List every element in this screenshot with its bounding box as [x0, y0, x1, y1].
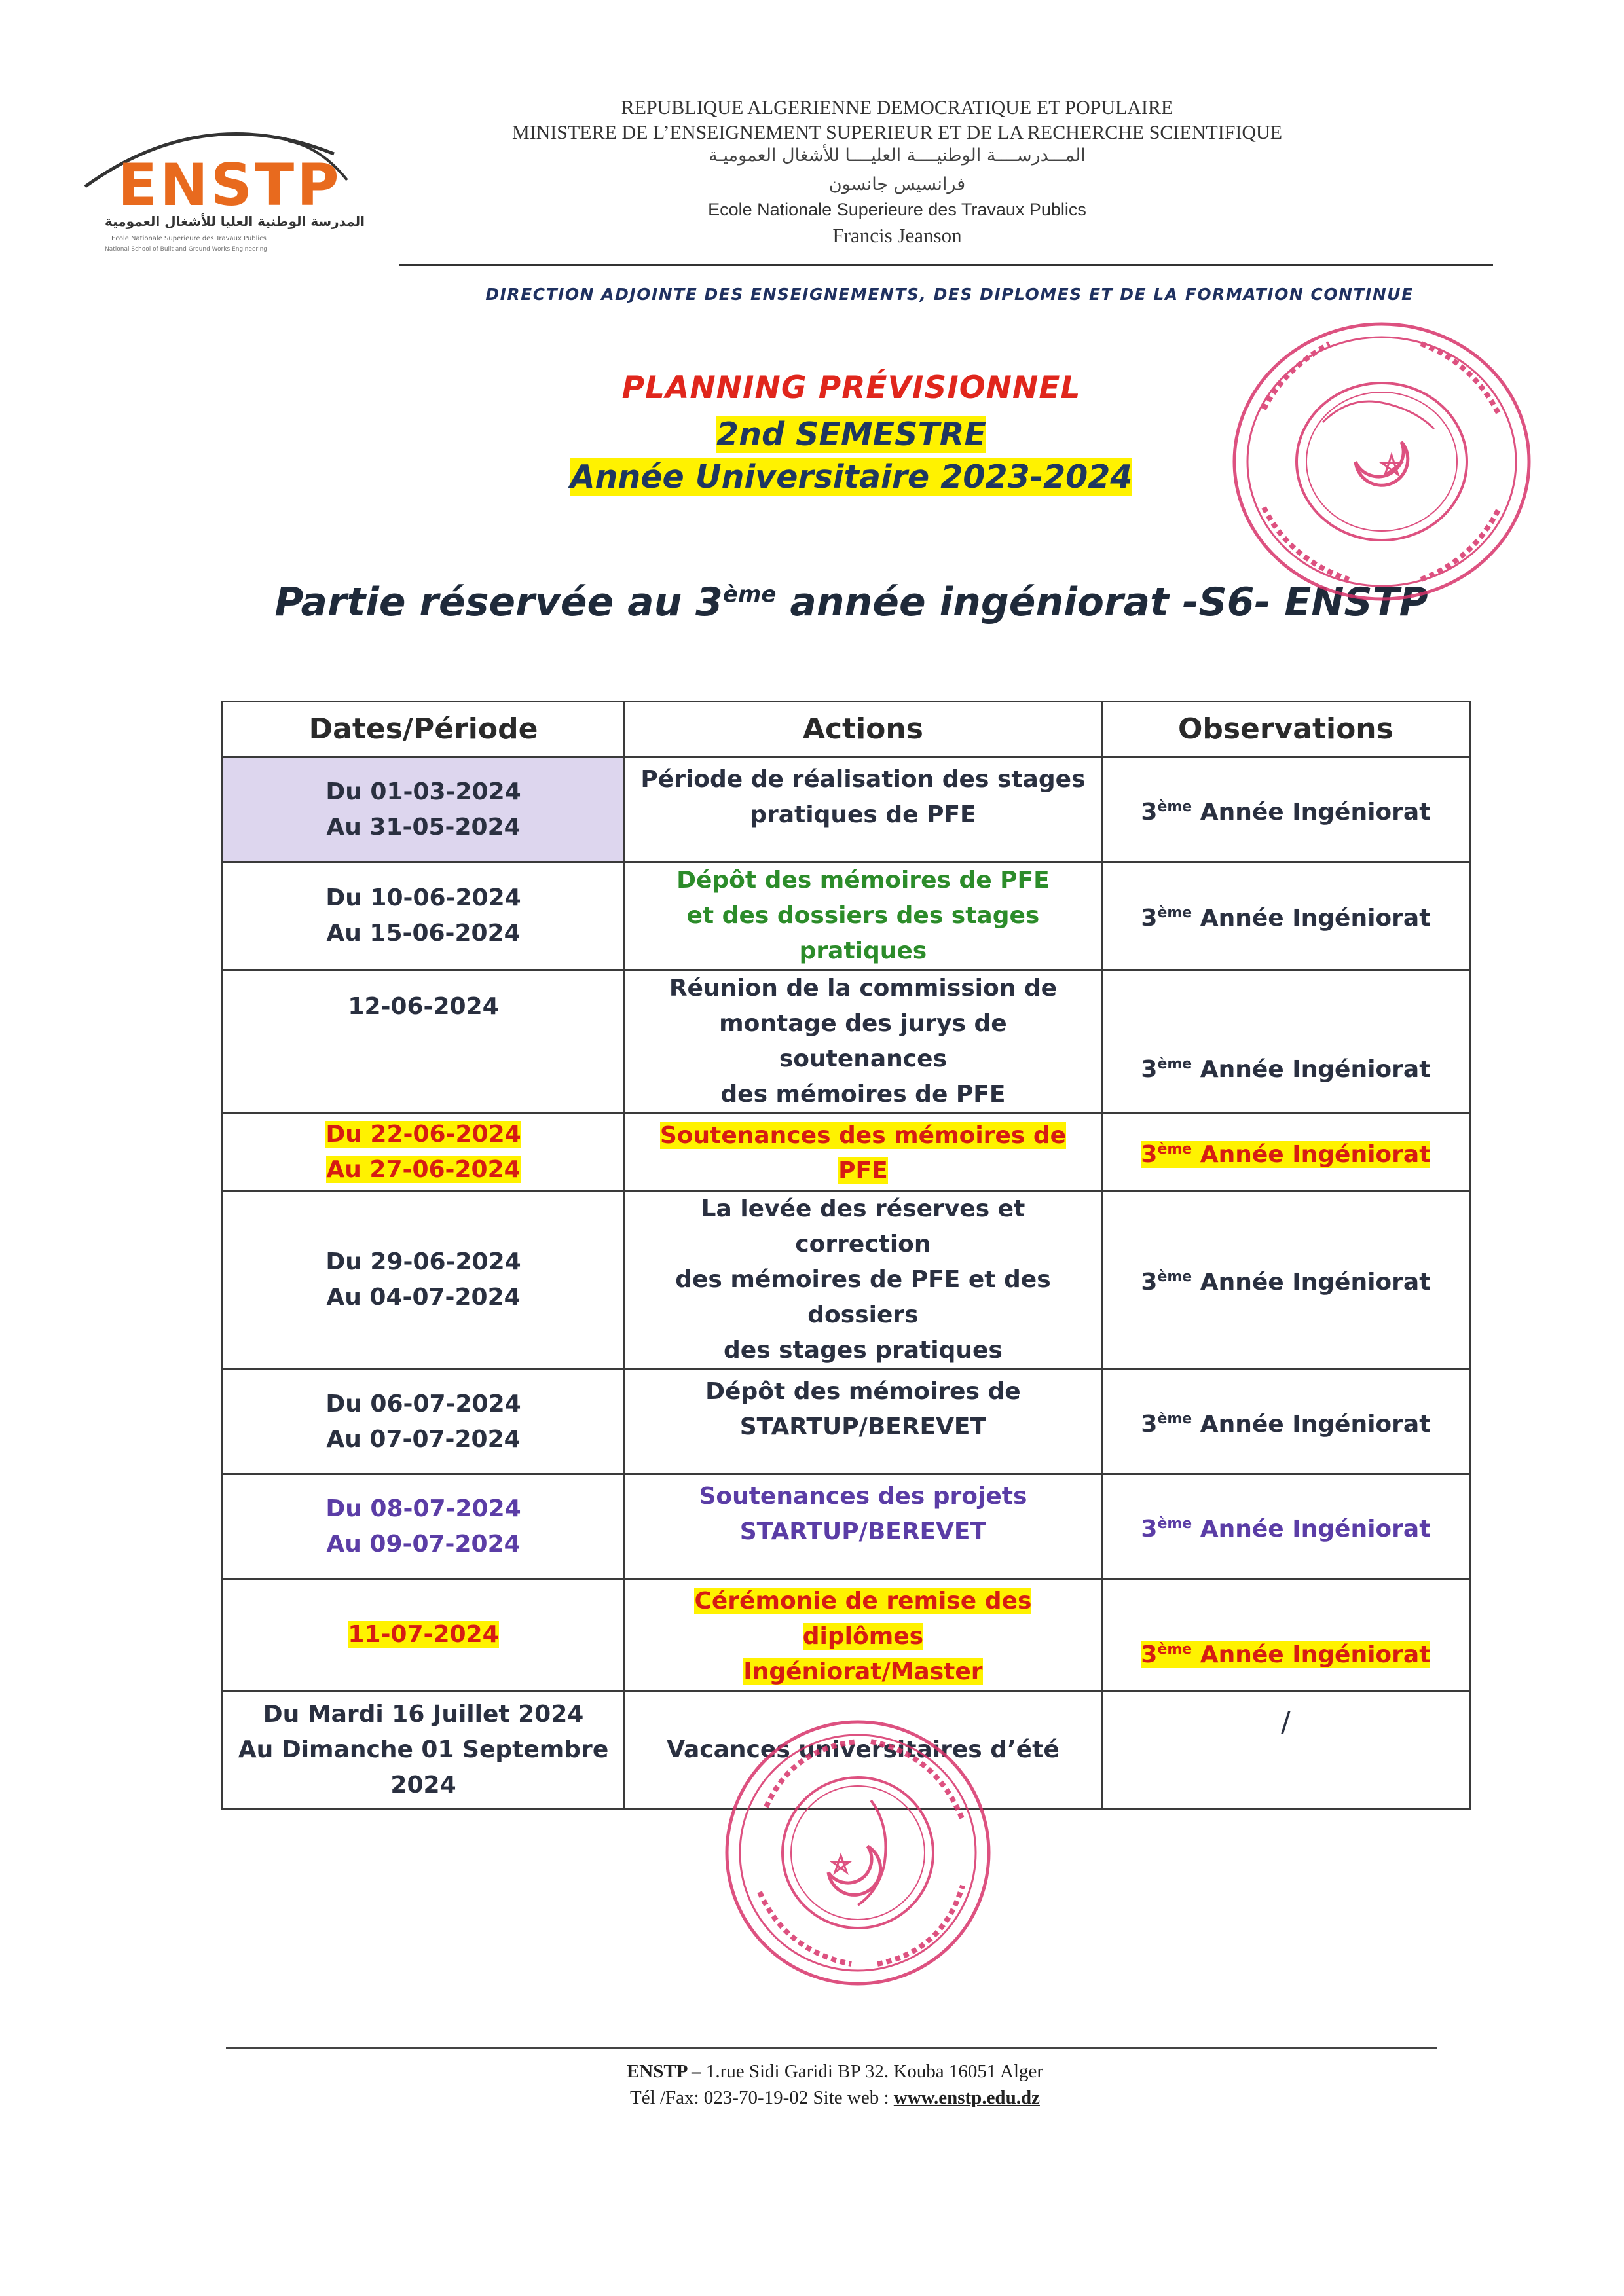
title-semestre: 2nd SEMESTRE — [716, 416, 987, 453]
francis-arabic-line: فرانسيس جانسون — [828, 174, 966, 194]
subtitle: Partie réservée au 3ème année ingéniorat -S6- ENSTP — [274, 579, 1428, 625]
action-cell: Soutenances des mémoires de PFE — [625, 1114, 1102, 1191]
date-cell: Du 01-03-2024 Au 31-05-2024 — [223, 757, 625, 862]
logo-arabic: المدرسة الوطنية العليا للأشغال العمومية — [105, 213, 365, 229]
action-cell: Dépôt des mémoires de STARTUP/BEREVET — [625, 1370, 1102, 1474]
footer-address: ENSTP – 1.rue Sidi Garidi BP 32. Kouba 16051 Alger — [626, 2061, 1044, 2082]
table-row — [223, 1191, 1470, 1370]
action-cell: Période de réalisation des stages pratiques de PFE — [625, 757, 1102, 862]
logo-acronym: ENSTP — [118, 151, 342, 219]
enstp-logo — [72, 115, 386, 275]
col-header-observations: Observations — [1101, 702, 1469, 757]
date-cell: Du 22-06-2024 Au 27-06-2024 — [223, 1114, 625, 1191]
table-row — [223, 1579, 1470, 1691]
action-cell: Réunion de la commission de montage des jurys de soutenances des mémoires de PFE — [625, 970, 1102, 1114]
action-cell: La levée des réserves et correction des mémoires de PFE et des dossiers des stages pratiques — [625, 1191, 1102, 1370]
action-cell: Soutenances des projets STARTUP/BEREVET — [625, 1474, 1102, 1579]
logo-line1: Ecole Nationale Superieure des Travaux Publics — [111, 235, 267, 242]
republique-line: REPUBLIQUE ALGERIENNE DEMOCRATIQUE ET POPULAIRE — [621, 97, 1173, 118]
official-stamp — [720, 1715, 995, 1990]
ecole-line: Ecole Nationale Superieure des Travaux Publics — [708, 200, 1086, 219]
header-divider — [399, 264, 1493, 266]
date-cell: Du 08-07-2024 Au 09-07-2024 — [223, 1474, 625, 1579]
action-cell: Dépôt des mémoires de PFE et des dossiers des stages pratiques — [625, 862, 1102, 970]
observation-cell: 3ème Année Ingéniorat — [1101, 1191, 1469, 1370]
observation-cell: 3ème Année Ingéniorat — [1101, 862, 1469, 970]
observation-cell: 3ème Année Ingéniorat — [1101, 1579, 1469, 1691]
observation-cell: 3ème Année Ingéniorat — [1101, 1370, 1469, 1474]
francis-jeanson-line: Francis Jeanson — [832, 224, 962, 247]
date-cell: 12-06-2024 — [223, 970, 625, 1114]
observation-cell: 3ème Année Ingéniorat — [1101, 757, 1469, 862]
observation-cell: 3ème Année Ingéniorat — [1101, 1114, 1469, 1191]
title-annee: Année Universitaire 2023-2024 — [570, 458, 1133, 496]
date-cell: Du 06-07-2024 Au 07-07-2024 — [223, 1370, 625, 1474]
direction-line: DIRECTION ADJOINTE DES ENSEIGNEMENTS, DES DIPLOMES ET DE LA FORMATION CONTINUE — [485, 285, 1414, 304]
table-row — [223, 757, 1470, 862]
ecole-arabic-line: المـــدرســــة الوطنيــــة العليــــا للأشغال العموميـة — [709, 145, 1086, 166]
table-header-row — [223, 702, 1470, 757]
table-row — [223, 1370, 1470, 1474]
action-cell: Cérémonie de remise des diplômes Ingéniorat/Master — [625, 1579, 1102, 1691]
col-header-actions: Actions — [625, 702, 1102, 757]
date-cell: Du Mardi 16 Juillet 2024 Au Dimanche 01 Septembre 2024 — [223, 1691, 625, 1809]
table-row — [223, 862, 1470, 970]
date-cell: 11-07-2024 — [223, 1579, 625, 1691]
logo-line2: National School of Built and Ground Works Engineering — [105, 246, 268, 253]
title-planning: PLANNING PRÉVISIONNEL — [621, 370, 1081, 406]
date-cell: Du 29-06-2024 Au 04-07-2024 — [223, 1191, 625, 1370]
observation-cell: / — [1101, 1691, 1469, 1809]
planning-table — [221, 701, 1471, 1810]
observation-cell: 3ème Année Ingéniorat — [1101, 1474, 1469, 1579]
ministere-line: MINISTERE DE L’ENSEIGNEMENT SUPERIEUR ET DE LA RECHERCHE SCIENTIFIQUE — [511, 122, 1283, 143]
action-cell: Vacances universitaires d’été — [625, 1691, 1102, 1809]
footer-divider — [226, 2047, 1437, 2049]
footer-contact: Tél /Fax: 023-70-19-02 Site web : www.enstp.edu.dz — [630, 2087, 1040, 2108]
table-row — [223, 970, 1470, 1114]
official-stamp — [1225, 311, 1539, 612]
table-row — [223, 1114, 1470, 1191]
observation-cell: 3ème Année Ingéniorat — [1101, 970, 1469, 1114]
website-link[interactable]: www.enstp.edu.dz — [893, 2087, 1040, 2108]
table-row — [223, 1474, 1470, 1579]
date-cell: Du 10-06-2024 Au 15-06-2024 — [223, 862, 625, 970]
col-header-dates: Dates/Période — [223, 702, 625, 757]
